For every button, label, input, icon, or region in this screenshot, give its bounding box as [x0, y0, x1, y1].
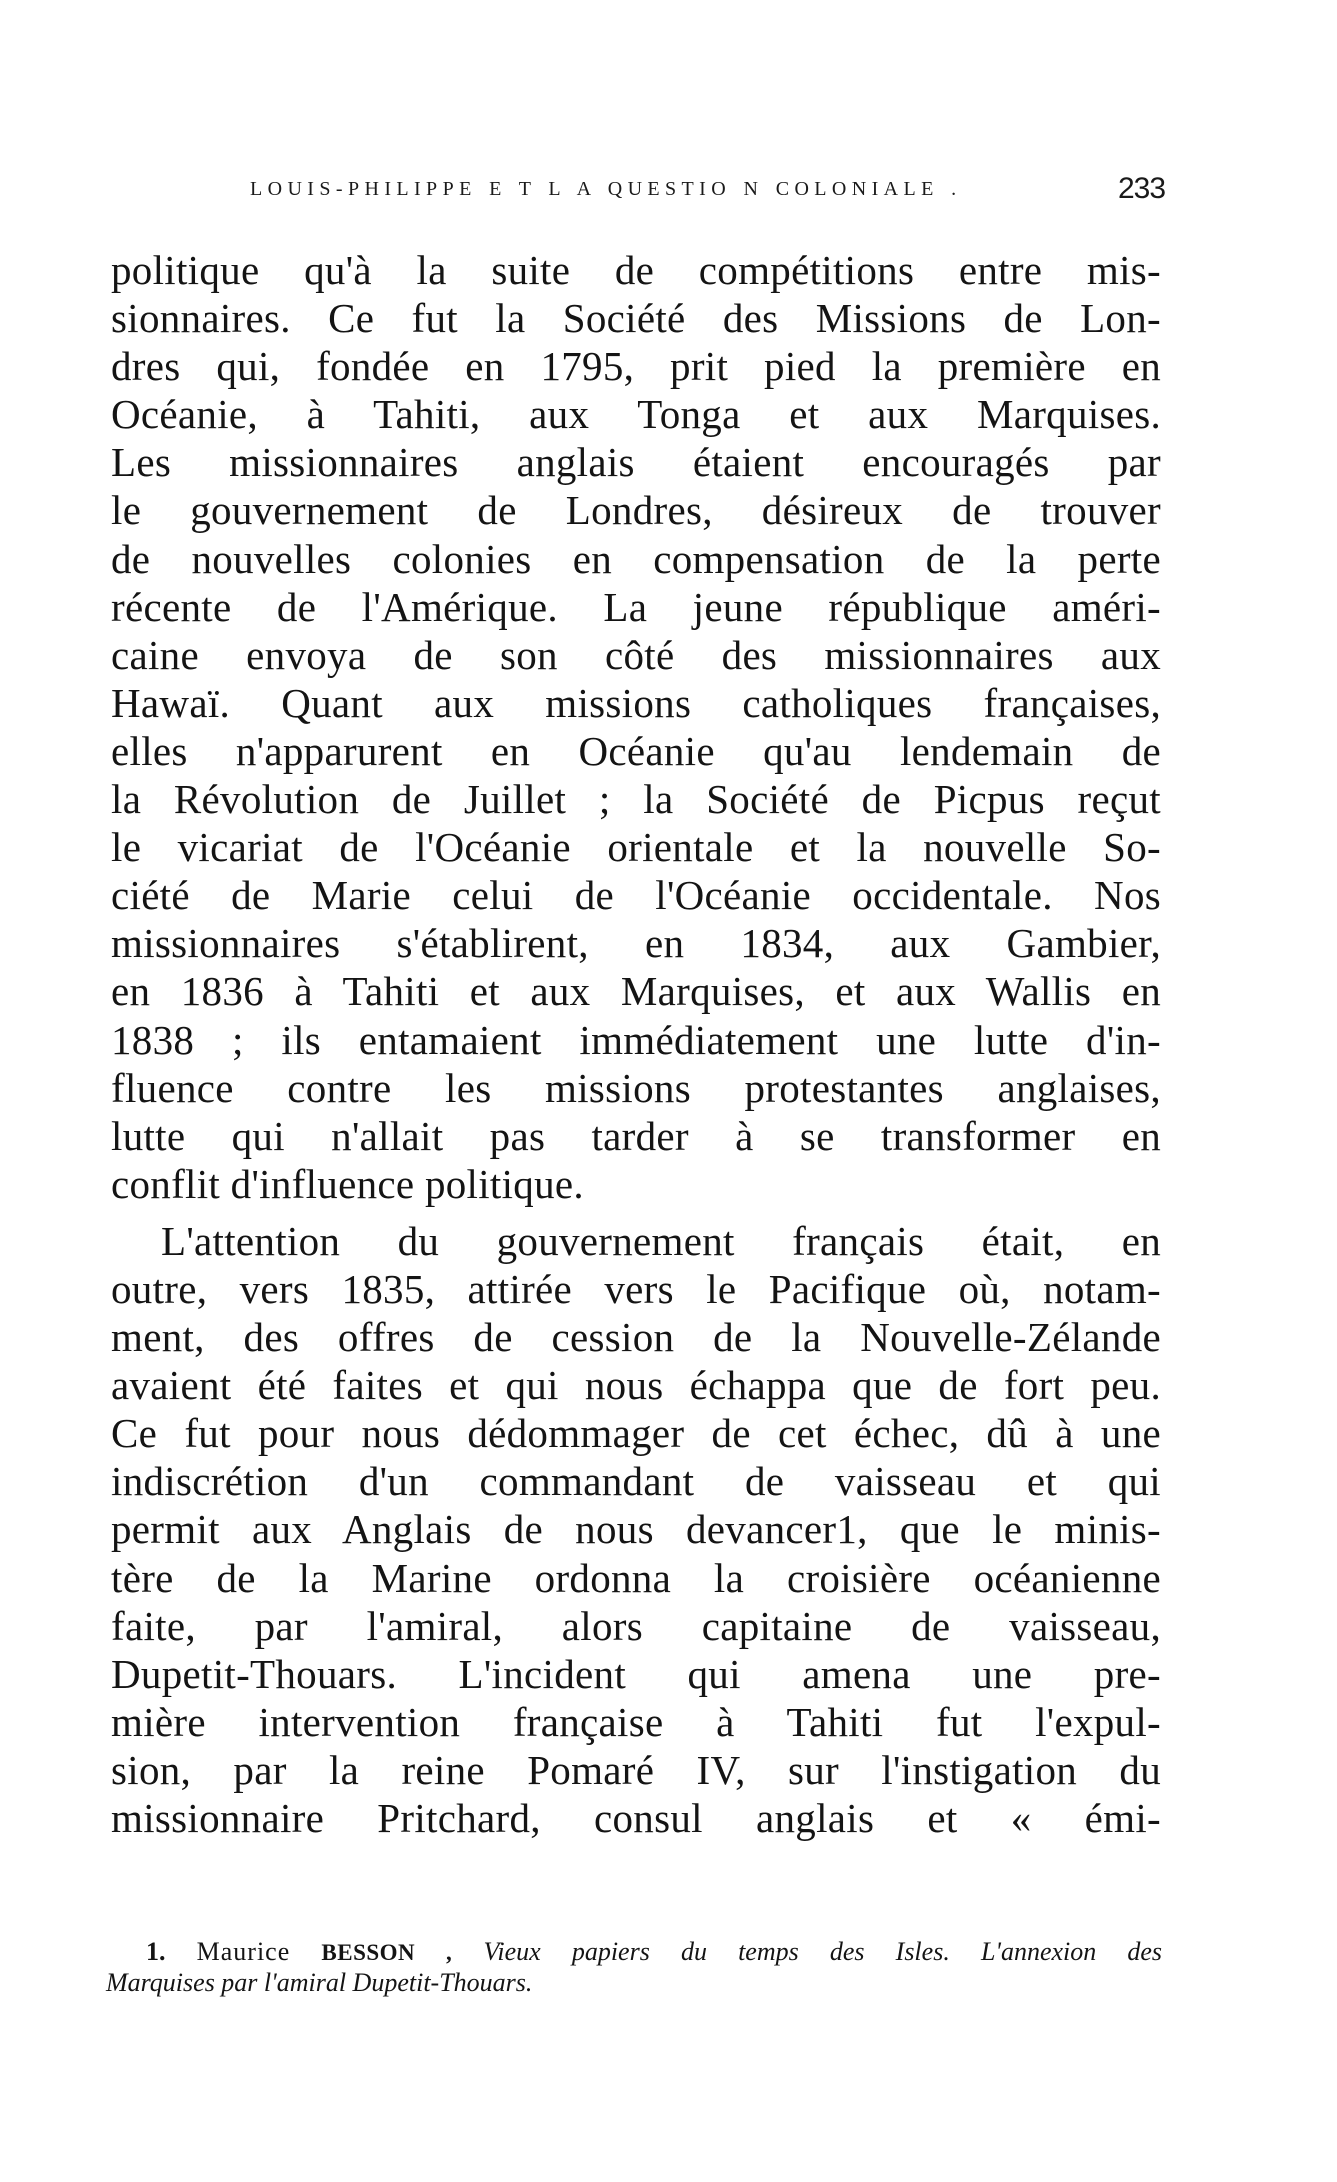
text-line: politique qu'à la suite de compétitions entre mis- [111, 247, 1161, 293]
text-line: lutte qui n'allait pas tarder à se transformer en [111, 1112, 1161, 1159]
footnote-line [106, 1936, 1162, 1967]
text-line: L'attention du gouvernement français était, en [161, 1217, 1161, 1264]
text-line: la Révolution de Juillet ; la Société de Picpus reçut [111, 776, 1161, 823]
text-line: Océanie, à Tahiti, aux Tonga et aux Marquises. [111, 391, 1161, 438]
text-line: Ce fut pour nous dédommager de cet échec, dû à une [111, 1410, 1161, 1457]
page-number: 233 [1118, 172, 1166, 205]
footnote-author-first: Maurice [196, 1937, 291, 1966]
footnote [106, 1936, 1162, 1998]
footnote-line: Marquises par l'amiral Dupetit-Thouars. [106, 1968, 533, 1997]
text-line: Dupetit-Thouars. L'incident qui amena une pre- [111, 1650, 1161, 1697]
paragraph-gap [111, 1208, 1161, 1217]
paragraph [111, 1217, 1161, 1842]
text-line: conflit d'influence politique. [111, 1160, 584, 1207]
text-line: le vicariat de l'Océanie orientale et la nouvelle So- [111, 824, 1161, 871]
text-line: de nouvelles colonies en compensation de la perte [111, 535, 1161, 582]
text-line: missionnaire Pritchard, consul anglais et « émi- [111, 1795, 1161, 1841]
text-line: récente de l'Amérique. La jeune république améri- [111, 583, 1161, 630]
text-line: elles n'apparurent en Océanie qu'au lendemain de [111, 727, 1161, 774]
text-line: outre, vers 1835, attirée vers le Pacifique où, notam- [111, 1265, 1161, 1312]
text-line: le gouvernement de Londres, désireux de trouver [111, 487, 1161, 534]
text-line: en 1836 à Tahiti et aux Marquises, et aux Wallis en [111, 968, 1161, 1015]
text-line: dres qui, fondée en 1795, prit pied la première en [111, 343, 1161, 390]
running-title: LOUIS-PHILIPPE E T L A QUESTIO N COLONIALE . [250, 178, 962, 200]
text-line: 1838 ; ils entamaient immédiatement une lutte d'in- [111, 1016, 1161, 1063]
text-line: Hawaï. Quant aux missions catholiques françaises, [111, 679, 1161, 726]
text-line: sionnaires. Ce fut la Société des Missions de Lon- [111, 295, 1161, 342]
text-line: Les missionnaires anglais étaient encouragés par [111, 439, 1161, 486]
footnote-number: 1. [146, 1937, 166, 1966]
text-line: avaient été faites et qui nous échappa que de fort peu. [111, 1362, 1161, 1409]
text-line: missionnaires s'établirent, en 1834, aux Gambier, [111, 920, 1161, 967]
text-line: permit aux Anglais de nous devancer1, que le minis- [111, 1506, 1161, 1553]
text-line: fluence contre les missions protestantes anglaises, [111, 1064, 1161, 1111]
footnote-author-last: BESSON , [321, 1940, 453, 1965]
text-line: tère de la Marine ordonna la croisière océanienne [111, 1554, 1161, 1601]
text-line: sion, par la reine Pomaré IV, sur l'instigation du [111, 1746, 1161, 1793]
body-text [111, 246, 1161, 1842]
paragraph [111, 246, 1161, 1208]
text-line: ciété de Marie celui de l'Océanie occidentale. Nos [111, 872, 1161, 919]
text-line: caine envoya de son côté des missionnaires aux [111, 631, 1161, 678]
text-line: ment, des offres de cession de la Nouvelle-Zélande [111, 1314, 1161, 1361]
text-line: mière intervention française à Tahiti fut l'expul- [111, 1698, 1161, 1745]
text-line: faite, par l'amiral, alors capitaine de vaisseau, [111, 1602, 1161, 1649]
text-line: indiscrétion d'un commandant de vaisseau et qui [111, 1458, 1161, 1505]
footnote-title: Vieux papiers du temps des Isles. L'annexion des [483, 1937, 1163, 1966]
